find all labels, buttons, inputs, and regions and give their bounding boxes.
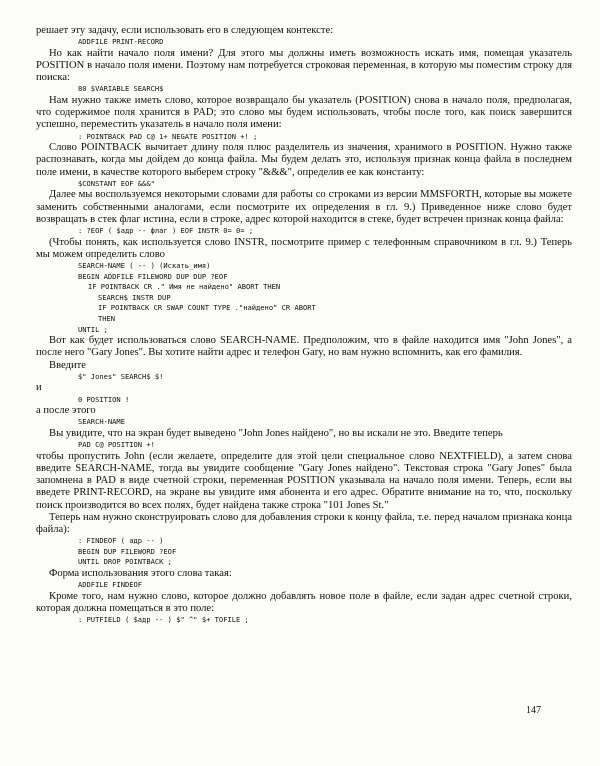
code-line: $" Jones" SEARCH$ $! (78, 371, 164, 381)
code-line: BEGIN DUP FILEWORD ?EOF (78, 546, 177, 556)
code-line: SEARCH-NAME ( -- ) (Искать_имя) (78, 261, 211, 271)
code-line: IF POINTBACK CR SWAP COUNT TYPE ."найдено" CR ABORT (98, 303, 316, 313)
code-line: UNTIL ; (78, 324, 108, 334)
paragraph: Введите (49, 359, 86, 371)
paragraph: Но как найти начало поля имени? Для этого мы должны иметь возможность искать имя, помещая указатель POSITION в начало поля имени. Поэтому нам потребуется строковая переменная, в которую мы поместим строку для поиска: (36, 47, 572, 84)
code-line: PAD C@ POSITION +! (78, 440, 155, 450)
paragraph: Вот как будет использоваться слово SEARCH-NAME. Предположим, что в файле находится имя "John Jones", а после него "Gary Jones". Вы хотите найти адрес и телефон Gary, но вам нужно вспомнить, как его фамилия. (36, 335, 572, 359)
code-line: : ?EOF ( $адр -- флаг ) EOF INSTR 0= 0= ; (78, 226, 254, 236)
code-line: SEARCH$ INSTR DUP (98, 292, 171, 302)
paragraph: (Чтобы понять, как используется слово INSTR, посмотрите пример с телефонным справочником в гл. 9.) Теперь мы можем определить слово (36, 236, 572, 260)
code-line: $CONSTANT EOF &&&" (78, 178, 155, 188)
code-line: IF POINTBACK CR ." Имя не найдено" ABORT THEN (88, 282, 281, 292)
paragraph: Слово POINTBACK вычитает длину поля плюс разделитель из значения, хранимого в POSITION. Нужно также распознавать, когда мы дойдем до конца файла. Мы будем делать это, используя признак конца файла в последнем поле имени, в качестве которого выберем строку "&&&", определив ее как константу: (36, 142, 572, 178)
code-line: UNTIL DROP POINTBACK ; (78, 557, 172, 567)
page-text-column (36, 25, 572, 626)
code-line: 80 $VARIABLE SEARCH$ (78, 84, 164, 94)
paragraph: и (36, 382, 42, 394)
paragraph: Теперь нам нужно сконструировать слово для добавления строки к концу файла, т.е. перед началом признака конца файла): (36, 511, 572, 535)
code-line: ADDFILE PRINT-RECORD (78, 37, 164, 47)
paragraph: чтобы пропустить John (если желаете, определите для этой цели специальное слово NEXTFIELD), а затем снова введите SEARCH-NAME, тогда вы увидите сообщение "Gary Jones найдено". Текстовая строка "Gary Jones" была запомнена в PAD в виде счетной строки, переменная POSITION указывала на начало поля имени. Теперь, если вы введете PRINT-RECORD, на экране вы увидите имя абонента и его адрес. Обратите внимание на то, что, поскольку поиск производится во всех полях, будет найдена также строка "101 Jones St." (36, 450, 572, 511)
code-line: : POINTBACK PAD C@ 1+ NEGATE POSITION +! ; (78, 131, 258, 141)
code-line: : PUTFIELD ( $адр -- ) $" ^" $+ TOFILE ; (78, 615, 249, 625)
code-line: SEARCH-NAME (78, 417, 125, 427)
code-line: ADDFILE FINDEOF (78, 580, 143, 590)
paragraph: решает эту задачу, если использовать его в следующем контексте: (36, 25, 334, 36)
paragraph: а после этого (36, 405, 96, 417)
code-line: BEGIN ADDFILE FILEWORD DUP DUP ?EOF (78, 271, 228, 281)
paragraph: Нам нужно также иметь слово, которое возвращало бы указатель (POSITION) снова в начало поля, предполагая, что содержимое поля хранится в PAD; это слово мы будем использовать, чтобы после того, как поиск завершится успешно, переместить указатель в начало поля имени: (36, 95, 572, 131)
code-line: THEN (98, 313, 116, 323)
paragraph: Далее мы воспользуемся некоторыми словами для работы со строками из версии MMSFORTH, которые вы можете заменить собственными аналогами, если посмотрите их определения в гл. 9.) Приведенное ниже слово будет возвращать в стек флаг истина, если в строке, адрес которой находится в стеке, будет встречен признак конца файла: (36, 189, 572, 225)
paragraph: Вы увидите, что на экран будет выведено "John Jones найдено", но вы искали не это. Введите теперь (49, 427, 503, 439)
code-line: : FINDEOF ( адр -- ) (78, 536, 164, 546)
paragraph: Форма использования этого слова такая: (49, 567, 232, 579)
code-line: 0 POSITION ! (78, 394, 130, 404)
paragraph: Кроме того, нам нужно слово, которое должно добавлять новое поле в файле, если задан адрес счетной строки, которая должна помещаться в это поле: (36, 590, 572, 614)
page-number: 147 (526, 705, 541, 716)
